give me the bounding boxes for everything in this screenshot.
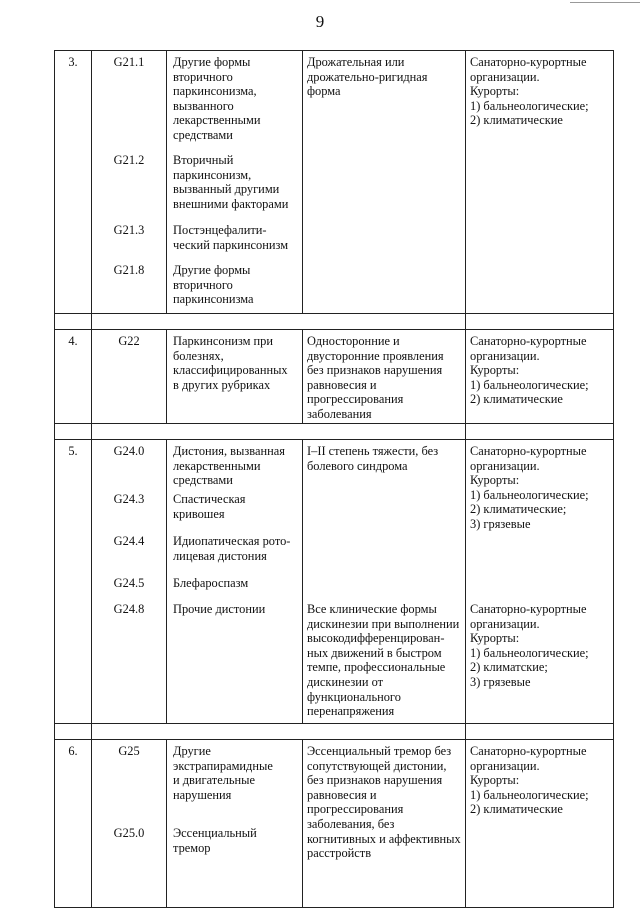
resort-info-line: организации. bbox=[470, 616, 540, 631]
gap-cell bbox=[92, 724, 167, 740]
code-cell bbox=[92, 440, 167, 724]
diagnosis-name bbox=[173, 55, 260, 143]
diagnosis-name bbox=[173, 334, 288, 392]
diagnosis-name-line: Блефароспазм bbox=[173, 576, 249, 590]
gap-cell bbox=[55, 724, 92, 740]
clinical-form-line: без признаков нарушения bbox=[307, 773, 443, 788]
row-number-cell bbox=[55, 440, 92, 724]
row-number: 4. bbox=[68, 334, 78, 348]
diagnosis-name-line: вызванный другими bbox=[173, 182, 280, 197]
gap-cell bbox=[466, 724, 614, 740]
diagnosis-name-line: в других рубриках bbox=[173, 377, 271, 392]
diagnosis-name-line: экстрапирамидные bbox=[173, 758, 273, 773]
diagnosis-name bbox=[173, 492, 246, 521]
clinical-form-line: форма bbox=[307, 84, 341, 99]
clinical-form-line: равновесия и bbox=[307, 377, 377, 392]
icd-code: G21.2 bbox=[113, 153, 145, 167]
diagnosis-name bbox=[173, 223, 288, 252]
diagnosis-name bbox=[173, 153, 288, 211]
resort-info-line: 1) бальнеологические; bbox=[470, 377, 589, 392]
resort-info-line: организации. bbox=[470, 348, 540, 363]
diagnosis-name-line: тремор bbox=[173, 840, 211, 855]
diagnosis-name-line: лекарственными bbox=[173, 113, 261, 128]
resort-info-line: Курорты: bbox=[470, 84, 520, 99]
clinical-form-line: дискинезии от bbox=[307, 674, 384, 689]
diagnosis-name-line: лекарственными bbox=[173, 458, 261, 473]
diagnosis-name-line: средствами bbox=[173, 473, 233, 488]
clinical-form bbox=[307, 334, 444, 422]
diagnosis-name-line: Прочие дистонии bbox=[173, 602, 266, 616]
table-row bbox=[55, 440, 614, 724]
form-cell bbox=[303, 440, 466, 724]
gap-cell bbox=[466, 314, 614, 330]
gap-cell bbox=[303, 314, 466, 330]
gap-cell bbox=[55, 314, 92, 330]
clinical-form-line: I–II степень тяжести, без bbox=[307, 444, 439, 458]
diagnosis-name-line: кривошея bbox=[173, 506, 225, 521]
diagnosis-name-line: Другие формы bbox=[173, 263, 251, 277]
clinical-form-line: двусторонние проявления bbox=[307, 348, 444, 363]
diagnosis-name-line: ческий паркинсонизм bbox=[173, 237, 289, 252]
diagnosis-table bbox=[54, 50, 614, 908]
form-cell bbox=[303, 330, 466, 424]
diagnosis-name-line: средствами bbox=[173, 127, 233, 142]
resort-info-line: Курорты: bbox=[470, 363, 520, 378]
icd-code: G25 bbox=[118, 744, 140, 758]
clinical-form-line: Односторонние и bbox=[307, 334, 400, 348]
row-gap bbox=[55, 314, 614, 330]
gap-cell bbox=[55, 424, 92, 440]
code-cell bbox=[92, 330, 167, 424]
clinical-form-line: без признаков нарушения bbox=[307, 363, 443, 378]
clinical-form-line: Дрожательная или bbox=[307, 55, 405, 69]
icd-code: G24.3 bbox=[113, 492, 145, 506]
resort-info-line: 2) климатические bbox=[470, 113, 563, 128]
resort-info-line: Курорты: bbox=[470, 473, 520, 488]
diagnosis-name-line: Дистония, вызванная bbox=[173, 444, 285, 458]
form-cell bbox=[303, 740, 466, 908]
code-cell bbox=[92, 740, 167, 908]
clinical-form-line: функционального bbox=[307, 689, 401, 704]
clinical-form-line: дрожательно-ригидная bbox=[307, 69, 428, 84]
gap-cell bbox=[167, 724, 303, 740]
resort-info bbox=[470, 444, 589, 532]
name-cell bbox=[167, 440, 303, 724]
diagnosis-name-line: паркинсонизма, bbox=[173, 84, 257, 99]
row-number: 6. bbox=[68, 744, 78, 758]
row-number-cell bbox=[55, 51, 92, 314]
table-row bbox=[55, 51, 614, 314]
resort-info bbox=[470, 55, 589, 128]
diagnosis-name-line: лицевая дистония bbox=[173, 548, 267, 563]
row-number: 5. bbox=[68, 444, 78, 458]
clinical-form bbox=[307, 744, 461, 861]
name-cell bbox=[167, 740, 303, 908]
resort-info bbox=[470, 602, 589, 690]
icd-code: G24.5 bbox=[113, 576, 145, 590]
icd-code: G24.0 bbox=[113, 444, 145, 458]
resort-info-line: 2) климатические bbox=[470, 802, 563, 817]
diagnosis-name-line: нарушения bbox=[173, 787, 232, 802]
icd-code: G22 bbox=[118, 334, 140, 348]
resort-info bbox=[470, 744, 589, 817]
resort-info-line: организации. bbox=[470, 758, 540, 773]
icd-code: G25.0 bbox=[113, 826, 145, 840]
icd-code: G21.1 bbox=[113, 55, 145, 69]
table-row bbox=[55, 330, 614, 424]
diagnosis-name-line: классифицированных bbox=[173, 363, 288, 378]
resort-info-line: 2) климатические bbox=[470, 392, 563, 407]
resort-cell bbox=[466, 740, 614, 908]
resort-info-line: 1) бальнеологические; bbox=[470, 787, 589, 802]
resort-info-line: организации. bbox=[470, 69, 540, 84]
name-cell bbox=[167, 51, 303, 314]
diagnosis-name bbox=[173, 534, 290, 563]
resort-info-line: 2) климатские; bbox=[470, 660, 548, 675]
resort-cell bbox=[466, 330, 614, 424]
diagnosis-name bbox=[173, 826, 257, 855]
clinical-form-line: высокодифференцирован- bbox=[307, 631, 445, 646]
clinical-form-line: ных движений в быстром bbox=[307, 645, 442, 660]
gap-cell bbox=[92, 314, 167, 330]
diagnosis-name-line: и двигательные bbox=[173, 773, 255, 788]
form-cell bbox=[303, 51, 466, 314]
icd-code: G21.3 bbox=[113, 223, 145, 237]
resort-info bbox=[470, 334, 589, 407]
resort-info-line: 1) бальнеологические; bbox=[470, 645, 589, 660]
diagnosis-name-line: Вторичный bbox=[173, 153, 234, 167]
diagnosis-name bbox=[173, 263, 254, 307]
diagnosis-name bbox=[173, 444, 285, 488]
resort-cell bbox=[466, 51, 614, 314]
resort-info-line: Курорты: bbox=[470, 773, 520, 788]
resort-info-line: Санаторно-курортные bbox=[470, 744, 587, 758]
gap-cell bbox=[167, 424, 303, 440]
clinical-form-line: когнитивных и аффективных bbox=[307, 831, 461, 846]
icd-code: G24.4 bbox=[113, 534, 145, 548]
diagnosis-name-line: Другие bbox=[173, 744, 211, 758]
row-number: 3. bbox=[68, 55, 78, 69]
resort-info-line: 1) бальнеологические; bbox=[470, 98, 589, 113]
gap-cell bbox=[303, 424, 466, 440]
diagnosis-name-line: Идиопатическая рото- bbox=[173, 534, 291, 548]
clinical-form-line: прогрессирования bbox=[307, 802, 404, 817]
gap-cell bbox=[466, 424, 614, 440]
clinical-form-line: болевого синдрома bbox=[307, 458, 408, 473]
row-gap bbox=[55, 724, 614, 740]
clinical-form-line: Все клинические формы bbox=[307, 602, 437, 616]
clinical-form-line: перенапряжения bbox=[307, 704, 395, 719]
clinical-form-line: темпе, профессиональные bbox=[307, 660, 446, 675]
clinical-form-line: дискинезии при выполнении bbox=[307, 616, 460, 631]
diagnosis-name-line: Паркинсонизм при bbox=[173, 334, 273, 348]
diagnosis-name-line: Другие формы bbox=[173, 55, 251, 69]
top-edge-line bbox=[570, 2, 640, 3]
code-cell bbox=[92, 51, 167, 314]
diagnosis-name-line: Постэнцефалити- bbox=[173, 223, 267, 237]
clinical-form-line: равновесия и bbox=[307, 787, 377, 802]
page-number: 9 bbox=[315, 12, 325, 31]
gap-cell bbox=[92, 424, 167, 440]
diagnosis-name bbox=[173, 576, 248, 591]
gap-cell bbox=[303, 724, 466, 740]
row-gap bbox=[55, 424, 614, 440]
diagnosis-name-line: вторичного bbox=[173, 69, 233, 84]
clinical-form-line: сопутствующей дистонии, bbox=[307, 758, 447, 773]
row-number-cell bbox=[55, 330, 92, 424]
resort-info-line: Санаторно-курортные bbox=[470, 602, 587, 616]
clinical-form-line: заболевания, без bbox=[307, 816, 395, 831]
row-number-cell bbox=[55, 740, 92, 908]
resort-info-line: Санаторно-курортные bbox=[470, 334, 587, 348]
diagnosis-name bbox=[173, 602, 265, 617]
resort-info-line: Санаторно-курортные bbox=[470, 55, 587, 69]
resort-cell bbox=[466, 440, 614, 724]
gap-cell bbox=[167, 314, 303, 330]
clinical-form-line: заболевания bbox=[307, 406, 372, 421]
resort-info-line: 2) климатические; bbox=[470, 502, 567, 517]
clinical-form bbox=[307, 55, 428, 99]
diagnosis-name-line: внешними факторами bbox=[173, 196, 289, 211]
resort-info-line: 1) бальнеологические; bbox=[470, 487, 589, 502]
diagnosis-name-line: Спастическая bbox=[173, 492, 246, 506]
diagnosis-name-line: вызванного bbox=[173, 98, 234, 113]
table-row bbox=[55, 740, 614, 908]
clinical-form bbox=[307, 444, 438, 473]
resort-info-line: организации. bbox=[470, 458, 540, 473]
clinical-form-line: прогрессирования bbox=[307, 392, 404, 407]
diagnosis-name bbox=[173, 744, 273, 802]
clinical-form-line: Эссенциальный тремор без bbox=[307, 744, 452, 758]
resort-info-line: Санаторно-курортные bbox=[470, 444, 587, 458]
diagnosis-name-line: вторичного bbox=[173, 277, 233, 292]
resort-info-line: Курорты: bbox=[470, 631, 520, 646]
diagnosis-name-line: паркинсонизм, bbox=[173, 167, 252, 182]
resort-info-line: 3) грязевые bbox=[470, 674, 531, 689]
name-cell bbox=[167, 330, 303, 424]
icd-code: G21.8 bbox=[113, 263, 145, 277]
diagnosis-name-line: паркинсонизма bbox=[173, 292, 254, 307]
icd-code: G24.8 bbox=[113, 602, 145, 616]
resort-info-line: 3) грязевые bbox=[470, 516, 531, 531]
clinical-form-line: расстройств bbox=[307, 846, 372, 861]
diagnosis-name-line: болезнях, bbox=[173, 348, 224, 363]
diagnosis-name-line: Эссенциальный bbox=[173, 826, 257, 840]
clinical-form bbox=[307, 602, 459, 719]
